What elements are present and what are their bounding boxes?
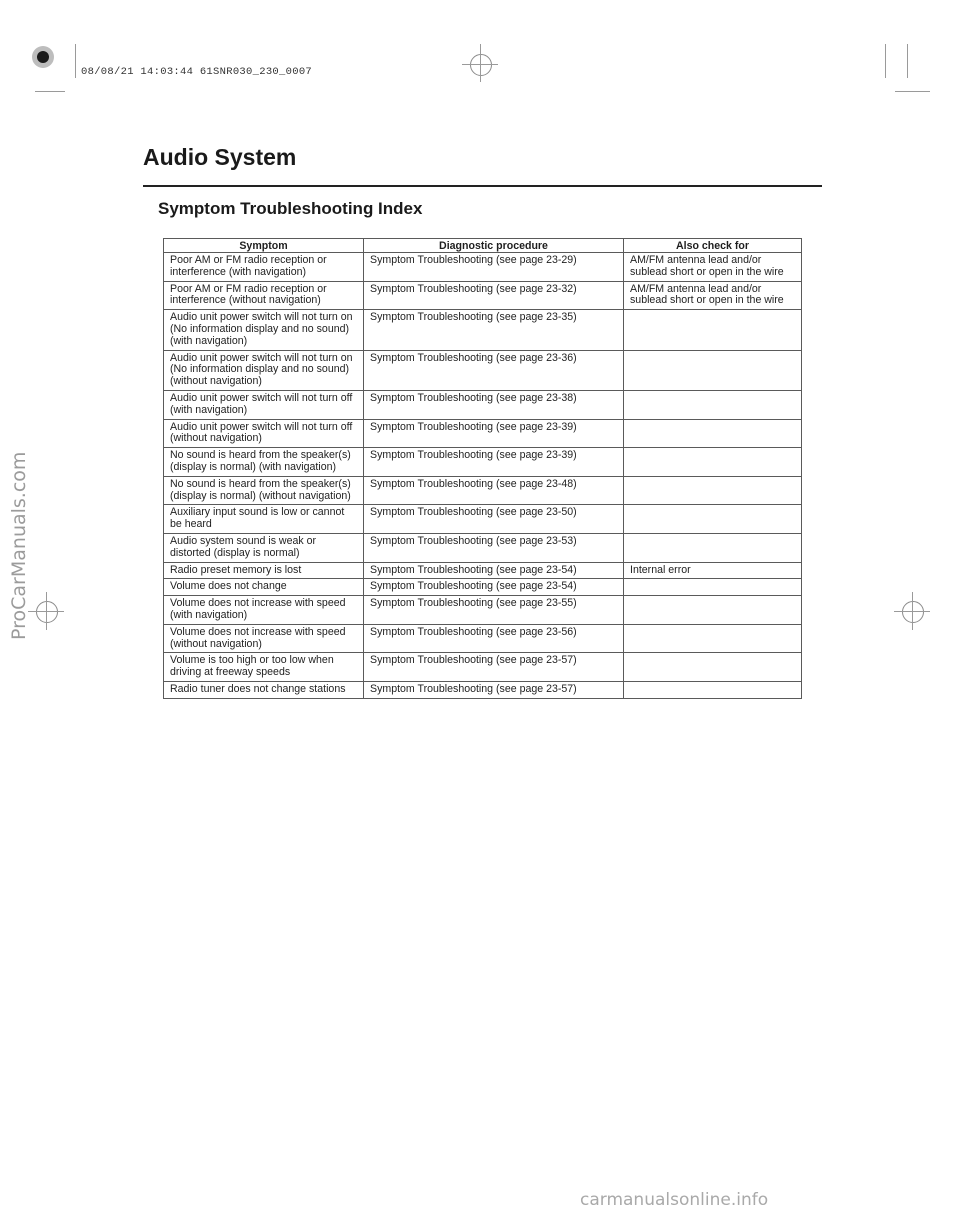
table-row	[164, 253, 802, 282]
symptom-cell: Radio preset memory is lost	[164, 562, 364, 579]
procedure-cell: Symptom Troubleshooting (see page 23-54)	[364, 579, 624, 596]
column-header-also-check: Also check for	[624, 239, 802, 253]
symptom-cell: Audio unit power switch will not turn on (No information display and no sound) (without navigation)	[164, 350, 364, 390]
table-row	[164, 579, 802, 596]
table-row	[164, 562, 802, 579]
procedure-cell: Symptom Troubleshooting (see page 23-55)	[364, 596, 624, 625]
also-check-cell	[624, 448, 802, 477]
table-header-row	[164, 239, 802, 253]
also-check-cell	[624, 579, 802, 596]
symptom-cell: No sound is heard from the speaker(s) (display is normal) (with navigation)	[164, 448, 364, 477]
procedure-cell: Symptom Troubleshooting (see page 23-29)	[364, 253, 624, 282]
column-header-symptom: Symptom	[164, 239, 364, 253]
symptom-cell: No sound is heard from the speaker(s) (display is normal) (without navigation)	[164, 476, 364, 505]
symptom-cell: Poor AM or FM radio reception or interference (without navigation)	[164, 281, 364, 310]
also-check-cell	[624, 624, 802, 653]
also-check-cell	[624, 505, 802, 534]
crop-mark	[28, 611, 64, 612]
table-row	[164, 476, 802, 505]
table-row	[164, 281, 802, 310]
print-stamp: 08/08/21 14:03:44 61SNR030_230_0007	[81, 66, 313, 78]
table-row	[164, 390, 802, 419]
also-check-cell	[624, 350, 802, 390]
table-row	[164, 653, 802, 682]
section-title: Audio System	[143, 144, 297, 170]
symptom-cell: Volume does not change	[164, 579, 364, 596]
registration-target-icon	[470, 54, 492, 76]
procedure-cell: Symptom Troubleshooting (see page 23-50)	[364, 505, 624, 534]
procedure-cell: Symptom Troubleshooting (see page 23-56)	[364, 624, 624, 653]
crop-mark	[462, 64, 498, 65]
crop-mark	[907, 44, 908, 78]
symptom-cell: Volume is too high or too low when driving at freeway speeds	[164, 653, 364, 682]
symptom-cell: Volume does not increase with speed (without navigation)	[164, 624, 364, 653]
table-row	[164, 419, 802, 448]
also-check-cell	[624, 419, 802, 448]
footer-site-link[interactable]: carmanualsonline.info	[580, 1190, 769, 1210]
procedure-cell: Symptom Troubleshooting (see page 23-39)	[364, 448, 624, 477]
symptom-cell: Audio system sound is weak or distorted (display is normal)	[164, 533, 364, 562]
procedure-cell: Symptom Troubleshooting (see page 23-32)	[364, 281, 624, 310]
table-row	[164, 448, 802, 477]
also-check-cell: Internal error	[624, 562, 802, 579]
registration-target-icon	[902, 601, 924, 623]
symptom-index-table	[163, 238, 802, 699]
symptom-cell: Audio unit power switch will not turn off (without navigation)	[164, 419, 364, 448]
also-check-cell	[624, 533, 802, 562]
crop-mark	[895, 91, 930, 92]
table-row	[164, 624, 802, 653]
procedure-cell: Symptom Troubleshooting (see page 23-57)	[364, 653, 624, 682]
crop-mark	[480, 44, 481, 82]
procedure-cell: Symptom Troubleshooting (see page 23-53)	[364, 533, 624, 562]
crop-mark	[885, 44, 886, 78]
watermark-text: ProCarManuals.com	[8, 451, 30, 640]
table-row	[164, 596, 802, 625]
page-title: Symptom Troubleshooting Index	[158, 199, 423, 218]
also-check-cell	[624, 310, 802, 350]
column-header-procedure: Diagnostic procedure	[364, 239, 624, 253]
procedure-cell: Symptom Troubleshooting (see page 23-36)	[364, 350, 624, 390]
table-row	[164, 533, 802, 562]
procedure-cell: Symptom Troubleshooting (see page 23-35)	[364, 310, 624, 350]
procedure-cell: Symptom Troubleshooting (see page 23-57)	[364, 681, 624, 698]
table-row	[164, 310, 802, 350]
also-check-cell	[624, 476, 802, 505]
crop-mark	[75, 44, 76, 78]
symptom-cell: Volume does not increase with speed (with navigation)	[164, 596, 364, 625]
symptom-cell: Audio unit power switch will not turn off (with navigation)	[164, 390, 364, 419]
crop-mark	[35, 91, 65, 92]
crop-mark	[894, 611, 930, 612]
symptom-cell: Auxiliary input sound is low or cannot be heard	[164, 505, 364, 534]
table-row	[164, 350, 802, 390]
also-check-cell: AM/FM antenna lead and/or sublead short or open in the wire	[624, 253, 802, 282]
also-check-cell	[624, 681, 802, 698]
title-divider	[143, 185, 822, 187]
symptom-cell: Audio unit power switch will not turn on (No information display and no sound) (with navigation)	[164, 310, 364, 350]
registration-target-icon	[36, 601, 58, 623]
symptom-cell: Poor AM or FM radio reception or interference (with navigation)	[164, 253, 364, 282]
also-check-cell	[624, 596, 802, 625]
also-check-cell: AM/FM antenna lead and/or sublead short or open in the wire	[624, 281, 802, 310]
also-check-cell	[624, 390, 802, 419]
table-row	[164, 505, 802, 534]
also-check-cell	[624, 653, 802, 682]
procedure-cell: Symptom Troubleshooting (see page 23-54)	[364, 562, 624, 579]
procedure-cell: Symptom Troubleshooting (see page 23-39)	[364, 419, 624, 448]
registration-bullet-center	[37, 51, 49, 63]
procedure-cell: Symptom Troubleshooting (see page 23-38)	[364, 390, 624, 419]
procedure-cell: Symptom Troubleshooting (see page 23-48)	[364, 476, 624, 505]
table-row	[164, 681, 802, 698]
symptom-cell: Radio tuner does not change stations	[164, 681, 364, 698]
